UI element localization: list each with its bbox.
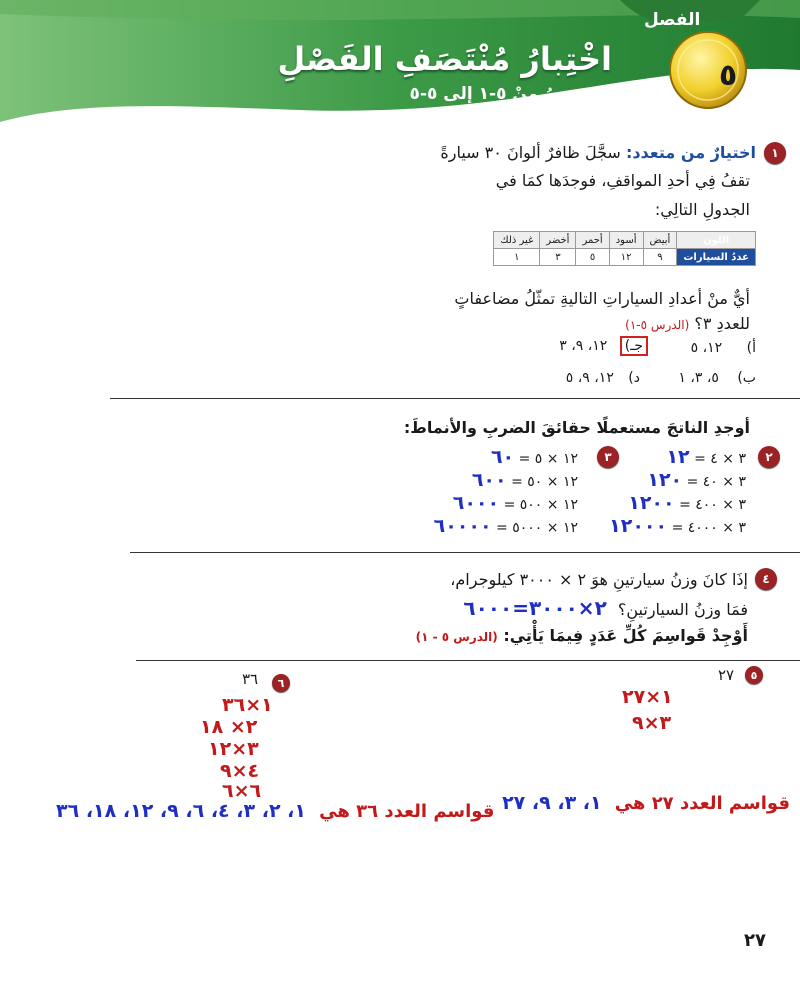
q2-expr: ٣ × ٤٠ = xyxy=(686,474,746,490)
question-number-5: ٥ xyxy=(745,666,763,684)
selected-answer-box: جـ) xyxy=(620,336,648,356)
q2-expr: ٣ × ٤ = xyxy=(694,451,746,467)
q3-answer: ٦٠٠٠ xyxy=(452,492,500,514)
table-row xyxy=(494,232,756,249)
page-number: ٢٧ xyxy=(744,930,766,951)
q1-line-3: الجدولِ التالِي: xyxy=(654,200,750,219)
q3-row xyxy=(348,515,578,538)
q1-line-2: تقفُ فِي أحدِ المواقفِ، فوجدَها كمَا في xyxy=(495,171,750,190)
table-cell: ٥ xyxy=(576,249,609,266)
option-b-label: ب) xyxy=(737,370,756,386)
page-title: اخْتِبارُ مُنْتَصَفِ الفَصْلِ xyxy=(277,40,612,78)
q4-answer: ٢×٣٠٠٠=٦٠٠٠ xyxy=(463,596,607,620)
q4-line-1: إذَا كانَ وزنُ سيارتينِ هوَ ٢ × ٣٠٠٠ كيلوجرام، xyxy=(450,570,748,589)
question-number-6: ٦ xyxy=(272,674,290,692)
q3-answer: ٦٠ xyxy=(490,446,515,468)
question-number-1: ١ xyxy=(764,142,786,164)
q2-expr: ٣ × ٤٠٠ = xyxy=(679,497,746,513)
q3-work xyxy=(348,446,578,538)
q3-row xyxy=(348,469,578,492)
q2-answer: ١٢٠ xyxy=(647,469,683,491)
table-cell: غير ذلك xyxy=(494,232,540,249)
q5-answer-value: ١، ٣، ٩، ٢٧ xyxy=(502,792,602,814)
q1-question-2-text: للعددِ ٣؟ xyxy=(694,314,750,333)
q5-work-line: ٣×٩ xyxy=(632,712,672,734)
table-cell: ١ xyxy=(494,249,540,266)
table-cell: أسود xyxy=(609,232,643,249)
q5-value: ٢٧ xyxy=(718,666,735,684)
divider xyxy=(130,552,800,553)
q5-answer-label: قواسم العدد ٢٧ هي xyxy=(614,793,790,814)
option-a[interactable] xyxy=(691,340,756,356)
table-cell: أبيض xyxy=(643,232,677,249)
factors-instruction xyxy=(416,626,748,645)
section-instruction: أوجدِ الناتجَ مستعملًا حقائقَ الضربِ والأنماطَ: xyxy=(403,418,750,437)
q4-line-2 xyxy=(463,596,748,620)
q3-expr: ١٢ × ٥٠٠ = xyxy=(503,497,578,513)
q3-row xyxy=(348,492,578,515)
question-number-4: ٤ xyxy=(755,568,777,590)
q1-question-1: أيٌّ منْ أعدادِ السياراتِ التاليةِ تمثّلُ مضاعفاتٍ xyxy=(454,289,750,308)
factors-instruction-text: أَوْجِدْ قَواسِمَ كُلِّ عَدَدٍ فِيمَا يَأْتِي: xyxy=(503,626,748,645)
q5-answer xyxy=(502,792,790,814)
q6-work-line: ١×٣٦ xyxy=(222,694,273,716)
option-b-value: ٥، ٣، ١ xyxy=(678,370,719,386)
q6-work-line: ٢× ١٨ xyxy=(200,716,258,738)
option-b[interactable] xyxy=(678,370,756,386)
q2-answer: ١٢٠٠٠ xyxy=(609,515,668,537)
q6-answer xyxy=(56,800,494,822)
q6-work-line: ٦×٦ xyxy=(222,780,262,802)
option-c-value: ١٢، ٩، ٣ xyxy=(559,338,608,354)
chapter-number: ٥ xyxy=(718,58,738,93)
option-d-value: ١٢، ٩، ٥ xyxy=(565,370,614,386)
page-subtitle: الدروسُ منْ ٥-١ إلى ٥-٥ xyxy=(409,84,610,104)
table-cell: أخضر xyxy=(540,232,576,249)
q3-expr: ١٢ × ٥٠٠٠ = xyxy=(496,520,578,536)
table-cell: ١٢ xyxy=(609,249,643,266)
option-a-value: ١٢، ٥ xyxy=(690,340,723,356)
q6-work-line: ٣×١٢ xyxy=(208,738,259,760)
q3-answer: ٦٠٠٠٠ xyxy=(433,515,492,537)
table-header-color: اللون xyxy=(677,232,756,249)
lesson-reference: (الدرس ٥ - ١) xyxy=(415,630,498,644)
option-d-label: د) xyxy=(628,370,640,386)
q2-answer: ١٢٠٠ xyxy=(628,492,675,514)
table-cell: ٩ xyxy=(643,249,677,266)
q3-expr: ١٢ × ٥٠ = xyxy=(511,474,578,490)
q3-row xyxy=(348,446,578,469)
lesson-reference: (الدرس ٥-١) xyxy=(625,318,690,332)
divider xyxy=(110,398,800,399)
q6-value: ٣٦ xyxy=(242,670,259,688)
question-number-2: ٢ xyxy=(758,446,780,468)
divider xyxy=(136,660,800,661)
q5-work-line: ١×٢٧ xyxy=(622,686,673,708)
table-cell: ٣ xyxy=(540,249,576,266)
table-header-count: عددُ السيارات xyxy=(677,249,756,266)
q1-question-2 xyxy=(625,314,750,333)
q6-answer-value: ١، ٢، ٣، ٤، ٦، ٩، ١٢، ١٨، ٣٦ xyxy=(56,800,307,822)
question-number-3: ٣ xyxy=(597,446,619,468)
table-row xyxy=(494,249,756,266)
q1-text-1: سجَّلَ ظافرٌ ألوانَ ٣٠ سيارةً xyxy=(440,143,621,162)
table-cell: أحمر xyxy=(576,232,609,249)
car-colors-table xyxy=(493,231,756,266)
q3-answer: ٦٠٠ xyxy=(471,469,507,491)
q6-work-line: ٤×٩ xyxy=(220,760,260,782)
q1-line-1 xyxy=(440,143,756,162)
option-d[interactable] xyxy=(566,370,640,386)
option-a-label: أ) xyxy=(746,340,756,356)
chapter-label: الفصل xyxy=(644,10,701,30)
q2-answer: ١٢ xyxy=(666,446,690,468)
q2-expr: ٣ × ٤٠٠٠ = xyxy=(671,520,746,536)
q4-text-2: فمَا وزنُ السيارتينِ؟ xyxy=(617,600,748,619)
option-c[interactable] xyxy=(559,338,648,354)
q6-answer-label: قواسم العدد ٣٦ هي xyxy=(319,801,495,822)
q1-label: اختيارٌ من متعدد: xyxy=(625,143,756,162)
q3-expr: ١٢ × ٥ = xyxy=(518,451,578,467)
